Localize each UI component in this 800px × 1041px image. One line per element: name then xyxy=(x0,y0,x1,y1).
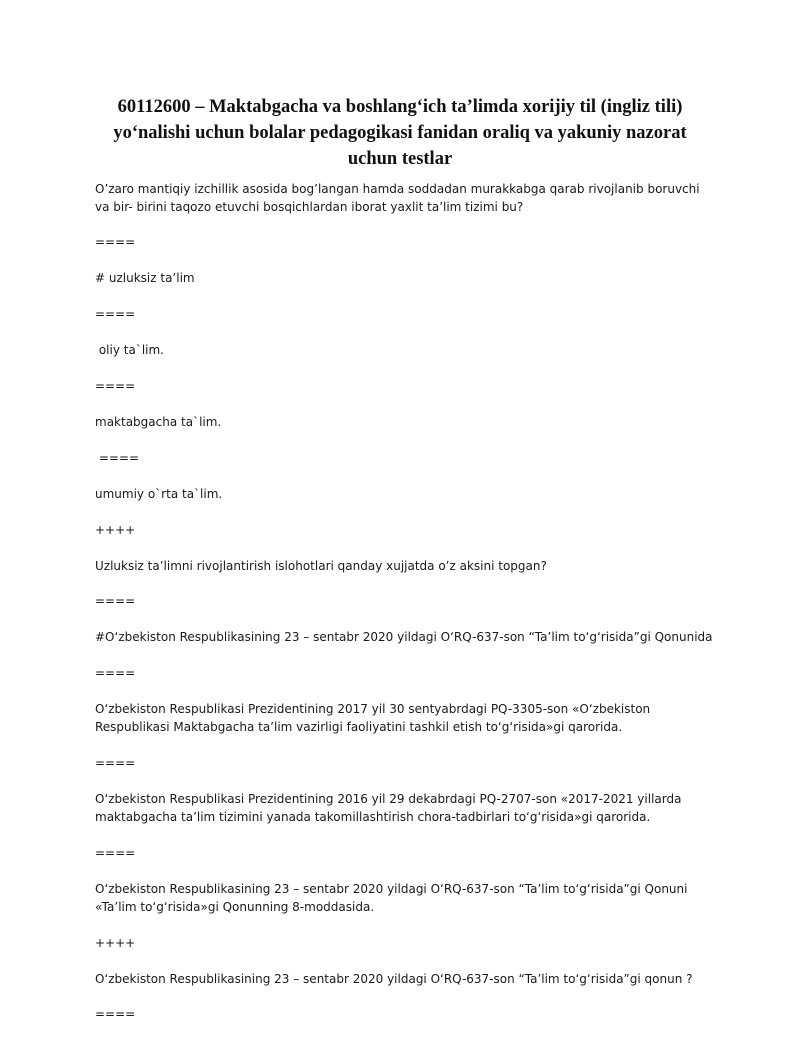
question-divider: ++++ xyxy=(95,936,136,950)
separator: ==== xyxy=(95,846,136,860)
separator: ==== xyxy=(95,307,136,321)
answer-option: O‘zbekiston Respublikasining 23 – sentabr 2020 yildagi O‘RQ-637-son “Ta’lim to‘g‘risida”gi Qonuni «Ta’lim to‘g‘risida»gi Qonunning 8-moddasida. xyxy=(95,882,692,914)
answer-option: O‘zbekiston Respublikasi Prezidentining 2016 yil 29 dekabrdagi PQ-2707-son «2017-2021 yillarda maktabgacha ta’lim tizimini yanada takomillashtirish chora-tadbirlari to‘g‘risida»gi qarorida. xyxy=(95,792,686,824)
document-body xyxy=(95,180,715,1041)
answer-option: #O‘zbekiston Respublikasining 23 – sentabr 2020 yildagi O‘RQ-637-son “Ta’lim to‘g‘risida”gi Qonunida xyxy=(95,630,713,644)
question-1-text: O’zaro mantiqiy izchillik asosida bog’langan hamda soddadan murakkabga qarab rivojlanib boruvchi va bir- birini taqozo etuvchi bosqichlardan iborat yaxlit ta’lim tizimi bu? xyxy=(95,182,704,214)
answer-option: O‘zbekiston Respublikasi Prezidentining 2017 yil 30 sentyabrdagi PQ-3305-son «O‘zbekiston Respublikasi Maktabgacha ta’lim vazirligi faoliyatini tashkil etish to‘g‘risida»gi qarorida. xyxy=(95,702,654,734)
separator: ==== xyxy=(95,756,136,770)
separator: ==== xyxy=(95,666,136,680)
answer-option: maktabgacha ta`lim. xyxy=(95,415,222,429)
separator: ==== xyxy=(95,594,136,608)
separator: ==== xyxy=(95,379,136,393)
question-3-text: O‘zbekiston Respublikasining 23 – sentabr 2020 yildagi O‘RQ-637-son “Ta’lim to‘g‘risida”gi qonun ? xyxy=(95,972,693,986)
separator: ==== xyxy=(95,451,140,465)
question-divider: ++++ xyxy=(95,523,136,537)
answer-option: umumiy o`rta ta`lim. xyxy=(95,487,223,501)
document-title: 60112600 – Maktabgacha va boshlang‘ich ta’limda xorijiy til (ingliz tili) yo‘nalishi uchun bolalar pedagogikasi fanidan oraliq va yakuniy nazorat uchun testlar xyxy=(113,97,687,169)
separator: ==== xyxy=(95,1007,136,1021)
separator: ==== xyxy=(95,235,136,249)
question-2-text: Uzluksiz ta’limni rivojlantirish islohotlari qanday xujjatda o’z aksini topgan? xyxy=(95,559,547,573)
answer-option: # uzluksiz ta’lim xyxy=(95,271,195,285)
answer-option: oliy ta`lim. xyxy=(95,343,164,357)
